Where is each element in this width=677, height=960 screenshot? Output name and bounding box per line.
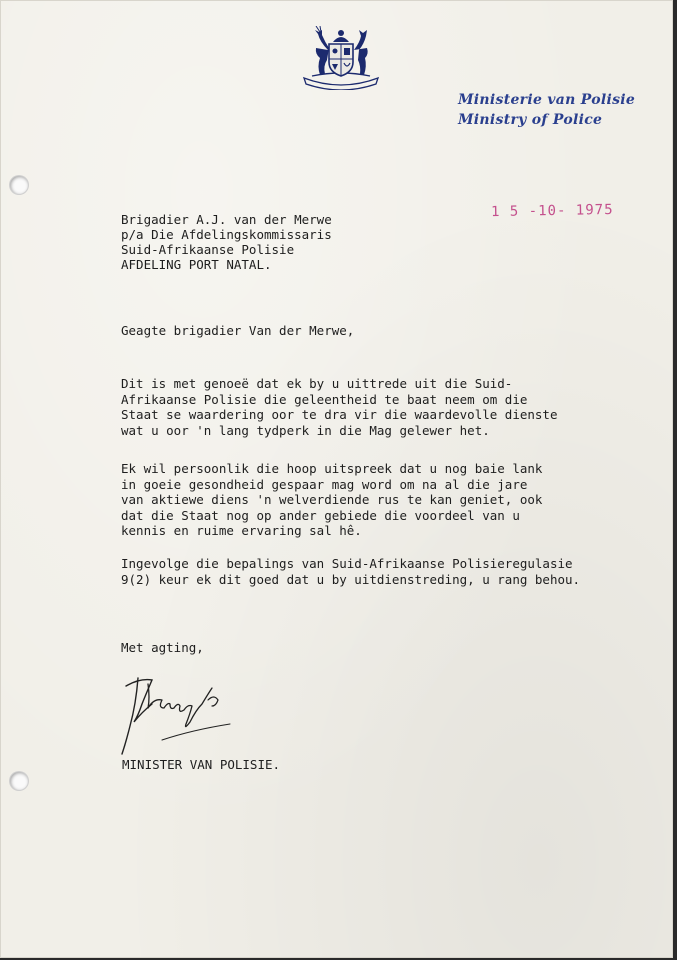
paragraph-line: in goeie gesondheid gespaar mag word om na al die jare — [121, 476, 528, 492]
ministry-letterhead — [458, 90, 635, 130]
handwritten-signature — [112, 664, 252, 764]
paragraph-line: van aktiewe diens 'n welverdiende rus te kan geniet, ook — [121, 492, 543, 507]
ministry-name-english: Ministry of Police — [458, 112, 603, 128]
closing: Met agting, — [121, 640, 204, 655]
addressee-line: p/a Die Afdelingskommissaris — [121, 227, 332, 242]
paragraph-line: Dit is met genoeë dat ek by u uittrede uit die Suid- — [121, 376, 513, 391]
addressee-block — [121, 212, 332, 272]
paragraph-line: Ek wil persoonlik die hoop uitspreek dat u nog baie lank — [121, 461, 543, 476]
body-paragraph-3 — [121, 556, 580, 587]
punch-hole-bottom — [10, 772, 28, 790]
paragraph-line: dat die Staat nog op ander gebiede die voordeel van u — [121, 507, 520, 523]
addressee-line: AFDELING PORT NATAL. — [121, 257, 272, 272]
date-stamp: 1 5 -10- 1975 — [490, 201, 614, 221]
paragraph-line: kennis en ruime ervaring sal hê. — [121, 523, 362, 538]
paragraph-line: 9(2) keur ek dit goed dat u by uitdienstreding, u rang behou. — [121, 571, 581, 587]
paragraph-line: wat u oor 'n lang tydperk in die Mag gelewer het. — [121, 422, 490, 438]
coat-of-arms-icon — [298, 26, 384, 90]
body-paragraph-1 — [121, 376, 558, 438]
body-paragraph-2 — [121, 461, 542, 539]
salutation: Geagte brigadier Van der Merwe, — [121, 323, 355, 338]
signatory-title: MINISTER VAN POLISIE. — [122, 757, 281, 772]
paragraph-line: Afrikaanse Polisie die geleentheid te baat neem om die — [121, 391, 528, 407]
addressee-line: Brigadier A.J. van der Merwe — [121, 212, 332, 227]
paragraph-line: Staat se waardering oor te dra vir die waardevolle dienste — [121, 407, 558, 422]
punch-hole-top — [10, 176, 28, 194]
addressee-line: Suid-Afrikaanse Polisie — [121, 242, 295, 257]
paragraph-line: Ingevolge die bepalings van Suid-Afrikaanse Polisieregulasie — [121, 556, 573, 571]
ministry-name-afrikaans: Ministerie van Polisie — [458, 92, 636, 108]
